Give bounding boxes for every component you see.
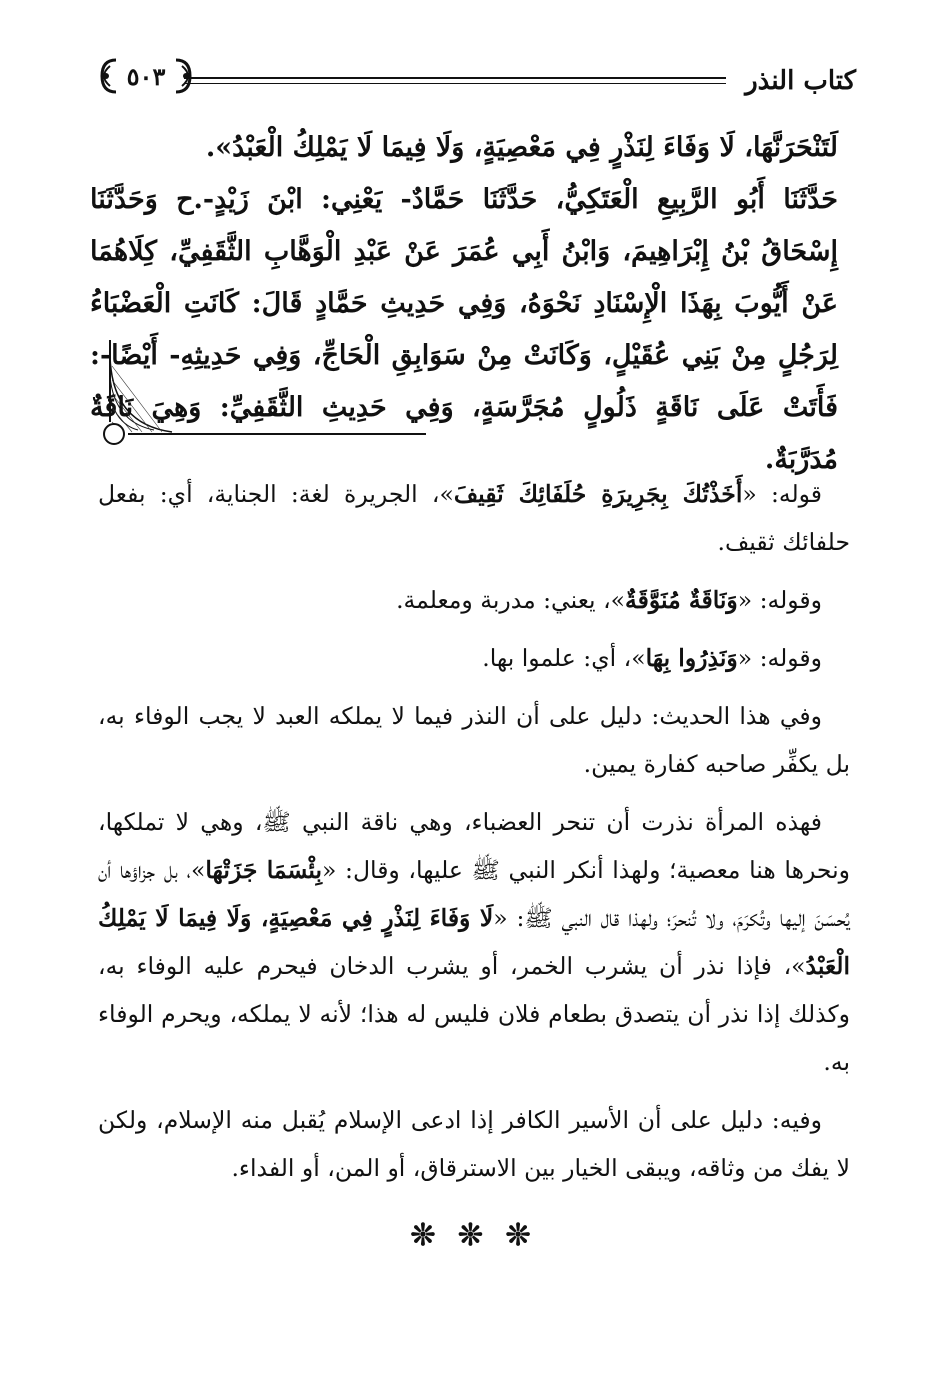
hadith-frame-ornament-icon: [98, 336, 428, 446]
commentary-paragraph: [98, 798, 850, 1086]
book-title: كتاب النذر: [745, 66, 856, 96]
section-end-ornament: ❊ ❊ ❊: [410, 1218, 537, 1253]
text-run: فهذه المرأة نذرت أن تنحر العضباء، وهي ناقة النبي ﷺ، وهي لا تملكها، ونحرها هنا معصية؛ ولهذا أنكر النبي ﷺ عليها، وقال: «: [98, 808, 850, 884]
text-run: »، فإذا نذر أن يشرب الخمر، أو يشرب الدخان فيحرم عليه الوفاء به، وكذلك إذا نذر أن يتصدق بطعام فلان فليس له هذا؛ لأنه لا يملكه، ويحرم الوفاء به.: [98, 952, 850, 1076]
commentary-text: [98, 470, 850, 1202]
text-run: »، يعني: مدربة ومعلمة.: [396, 586, 626, 614]
page-number: ٥٠٣: [126, 62, 166, 91]
header-rule-thin: [184, 83, 726, 84]
text-run: وقوله: «: [737, 644, 822, 672]
commentary-paragraph: وفي هذا الحديث: دليل على أن النذر فيما لا يملكه العبد لا يجب الوفاء به، بل يكفِّر صاحبه كفارة يمين.: [98, 702, 850, 778]
hadith-line: لَتَنْحَرَنَّهَا، لَا وَفَاءَ لِنَذْرٍ فِي مَعْصِيَةٍ، وَلَا فِيمَا لَا يَمْلِكُ الْعَبْدُ».: [205, 132, 838, 163]
page-number-frame: [96, 56, 196, 96]
text-run: »، بل جزاؤها أن يُحسَنَ إليها وتُكرَمَ، ولا تُنحرَ؛ ولهذا قال النبي ﷺ: «: [98, 856, 850, 932]
quoted-phrase: وَنَاقَةٌ مُنَوَّقَةٌ: [625, 586, 738, 614]
commentary-paragraph: وفيه: دليل على أن الأسير الكافر إذا ادعى الإسلام يُقبل منه الإسلام، ولكن لا يفك من وثاقه، ويبقى الخيار بين الاسترقاق، أو المن، أو الفداء.: [98, 1106, 850, 1182]
quoted-phrase: بِئْسَمَا جَزَتْهَا: [205, 856, 323, 884]
hadith-line: حَدَّثَنَا أَبُو الرَّبِيعِ الْعَتَكِيُّ، حَدَّثَنَا حَمَّادٌ- يَعْنِي: ابْنَ زَيْدٍ-.ح وَحَدَّثَنَا إِسْحَاقُ بْنُ إِبْرَاهِيمَ، وَابْنُ أَبِي عُمَرَ عَنْ عَبْدِ الْوَهَّابِ الثَّقَفِيِّ، كِلَاهُمَا عَنْ أَيُّوبَ بِهَذَا الْإِسْنَادِ نَحْوَهُ، وَفِي حَدِيثِ حَمَّادٍ قَالَ: كَانَتِ الْعَضْبَاءُ لِرَجُلٍ مِنْ بَنِي عُقَيْلٍ، وَكَانَتْ مِنْ سَوَابِقِ الْحَاجِّ، وَفِي حَدِيثِهِ- أَيْضًا-: فَأَتَتْ عَلَى نَاقَةٍ ذَلُولٍ مُجَرَّسَةٍ، وَفِي حَدِيثِ الثَّقَفِيِّ: وَهِيَ نَاقَةٌ مُدَرَّبَةٌ.: [90, 184, 838, 475]
text-run: وقوله: «: [737, 586, 822, 614]
commentary-paragraph: [98, 470, 850, 566]
page-header: [96, 52, 856, 102]
commentary-paragraph: [98, 576, 850, 624]
text-run: قوله: «: [742, 480, 823, 508]
quoted-phrase: وَنَذِرُوا بِهَا: [645, 644, 738, 672]
header-rule: [184, 77, 726, 79]
text-run: »، أي: علموا بها.: [482, 644, 646, 672]
quoted-phrase: لَا وَفَاءَ لِنَذْرٍ فِي مَعْصِيَةٍ، وَلَا فِيمَا لَا يَمْلِكُ الْعَبْدُ: [98, 904, 850, 980]
commentary-paragraph: [98, 634, 850, 682]
quoted-phrase: أَخَذْتُكَ بِجَرِيرَةِ حُلَفَائِكَ ثَقِيفَ: [453, 480, 743, 508]
text-run: »، الجريرة لغة: الجناية، أي: بفعل حلفائك ثقيف.: [98, 480, 850, 556]
